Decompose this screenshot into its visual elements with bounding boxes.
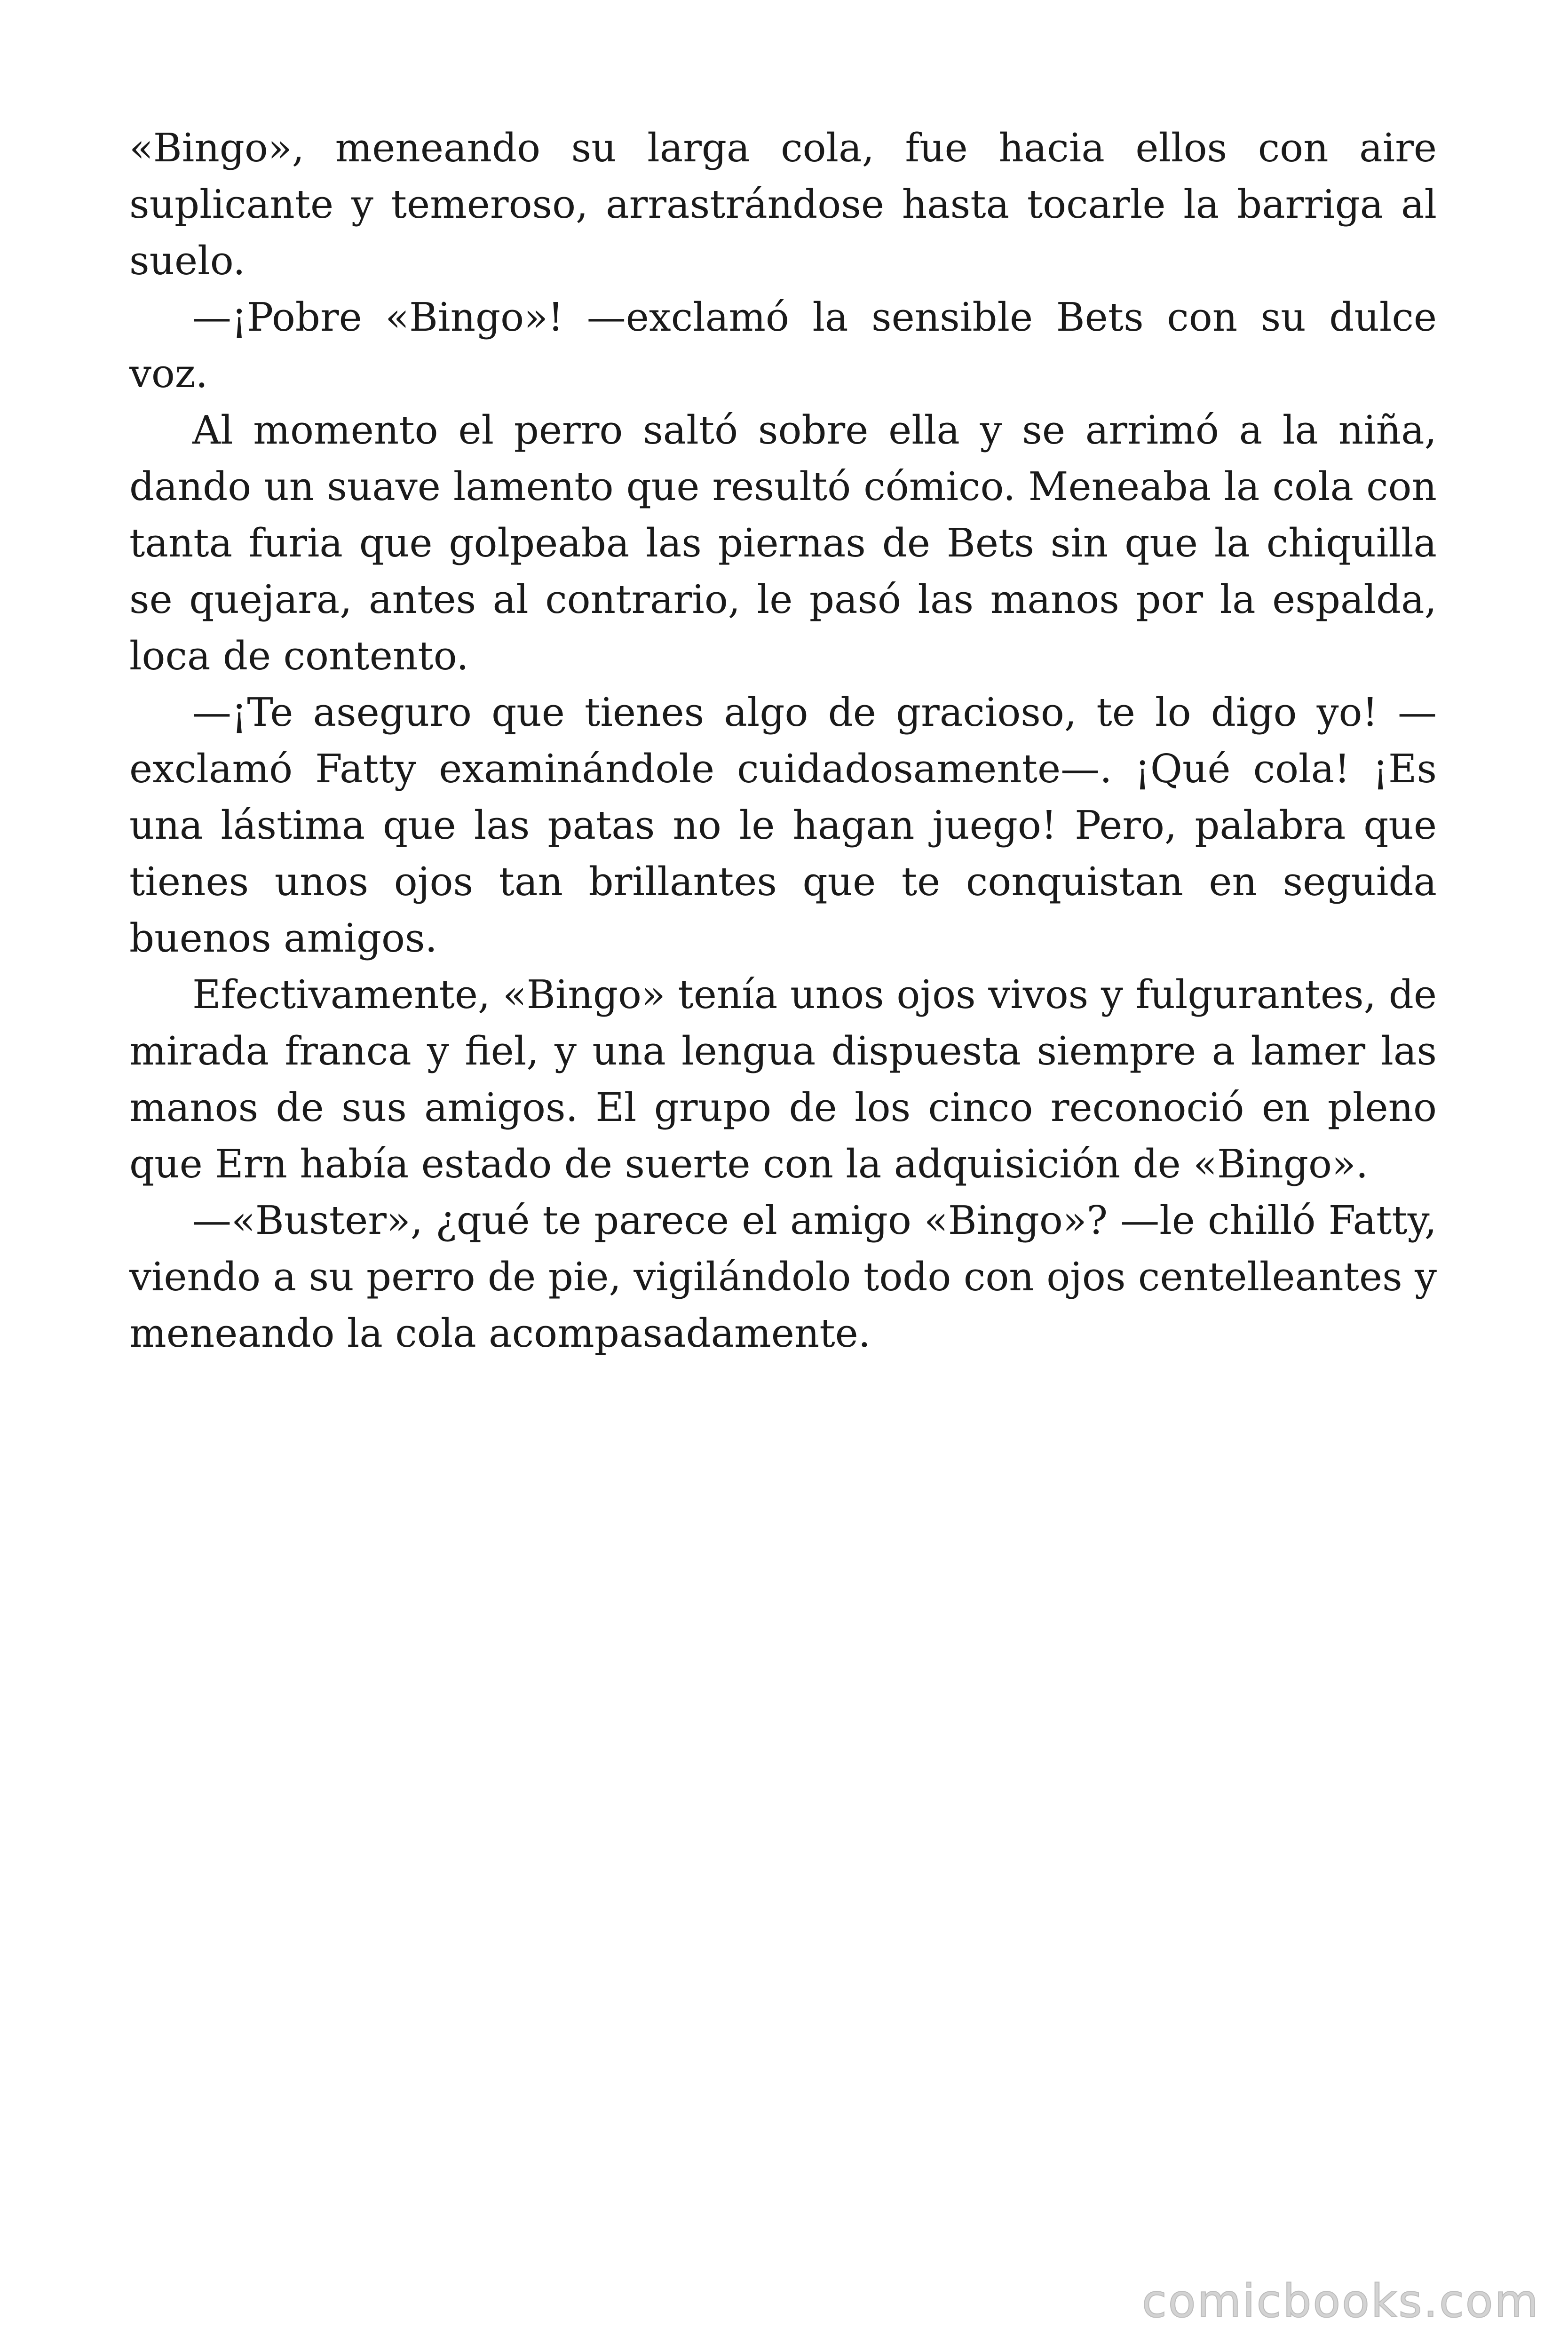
paragraph: —¡Te aseguro que tienes algo de gracioso, te lo digo yo! —exclamó Fatty examinándole cuidadosamente—. ¡Qué cola! ¡Es una lástima que las patas no le hagan juego! Pero, palabra que tienes unos ojos tan brillantes que te conquistan en seguida buenos amigos. <box>129 690 1437 961</box>
paragraph: —«Buster», ¿qué te parece el amigo «Bingo»? —le chilló Fatty, viendo a su perro de pie, vigilándolo todo con ojos centelleantes y meneando la cola acompasadamente. <box>129 1198 1437 1356</box>
paragraph: Efectivamente, «Bingo» tenía unos ojos vivos y fulgurantes, de mirada franca y fiel, y una lengua dispuesta siempre a lamer las manos de sus amigos. El grupo de los cinco reconoció en pleno que Ern había estado de suerte con la adquisición de «Bingo». <box>129 972 1437 1187</box>
paragraph: «Bingo», meneando su larga cola, fue hacia ellos con aire suplicante y temeroso, arrastrándose hasta tocarle la barriga al suelo. <box>129 125 1437 284</box>
body-text <box>129 120 1437 1362</box>
paragraph: —¡Pobre «Bingo»! —exclamó la sensible Bets con su dulce voz. <box>129 294 1437 397</box>
watermark: comicbooks.com <box>1141 2275 1540 2328</box>
paragraph: Al momento el perro saltó sobre ella y se arrimó a la niña, dando un suave lamento que resultó cómico. Meneaba la cola con tanta furia que golpeaba las piernas de Bets sin que la chiquilla se quejara, antes al contrario, le pasó las manos por la espalda, loca de contento. <box>129 407 1437 679</box>
